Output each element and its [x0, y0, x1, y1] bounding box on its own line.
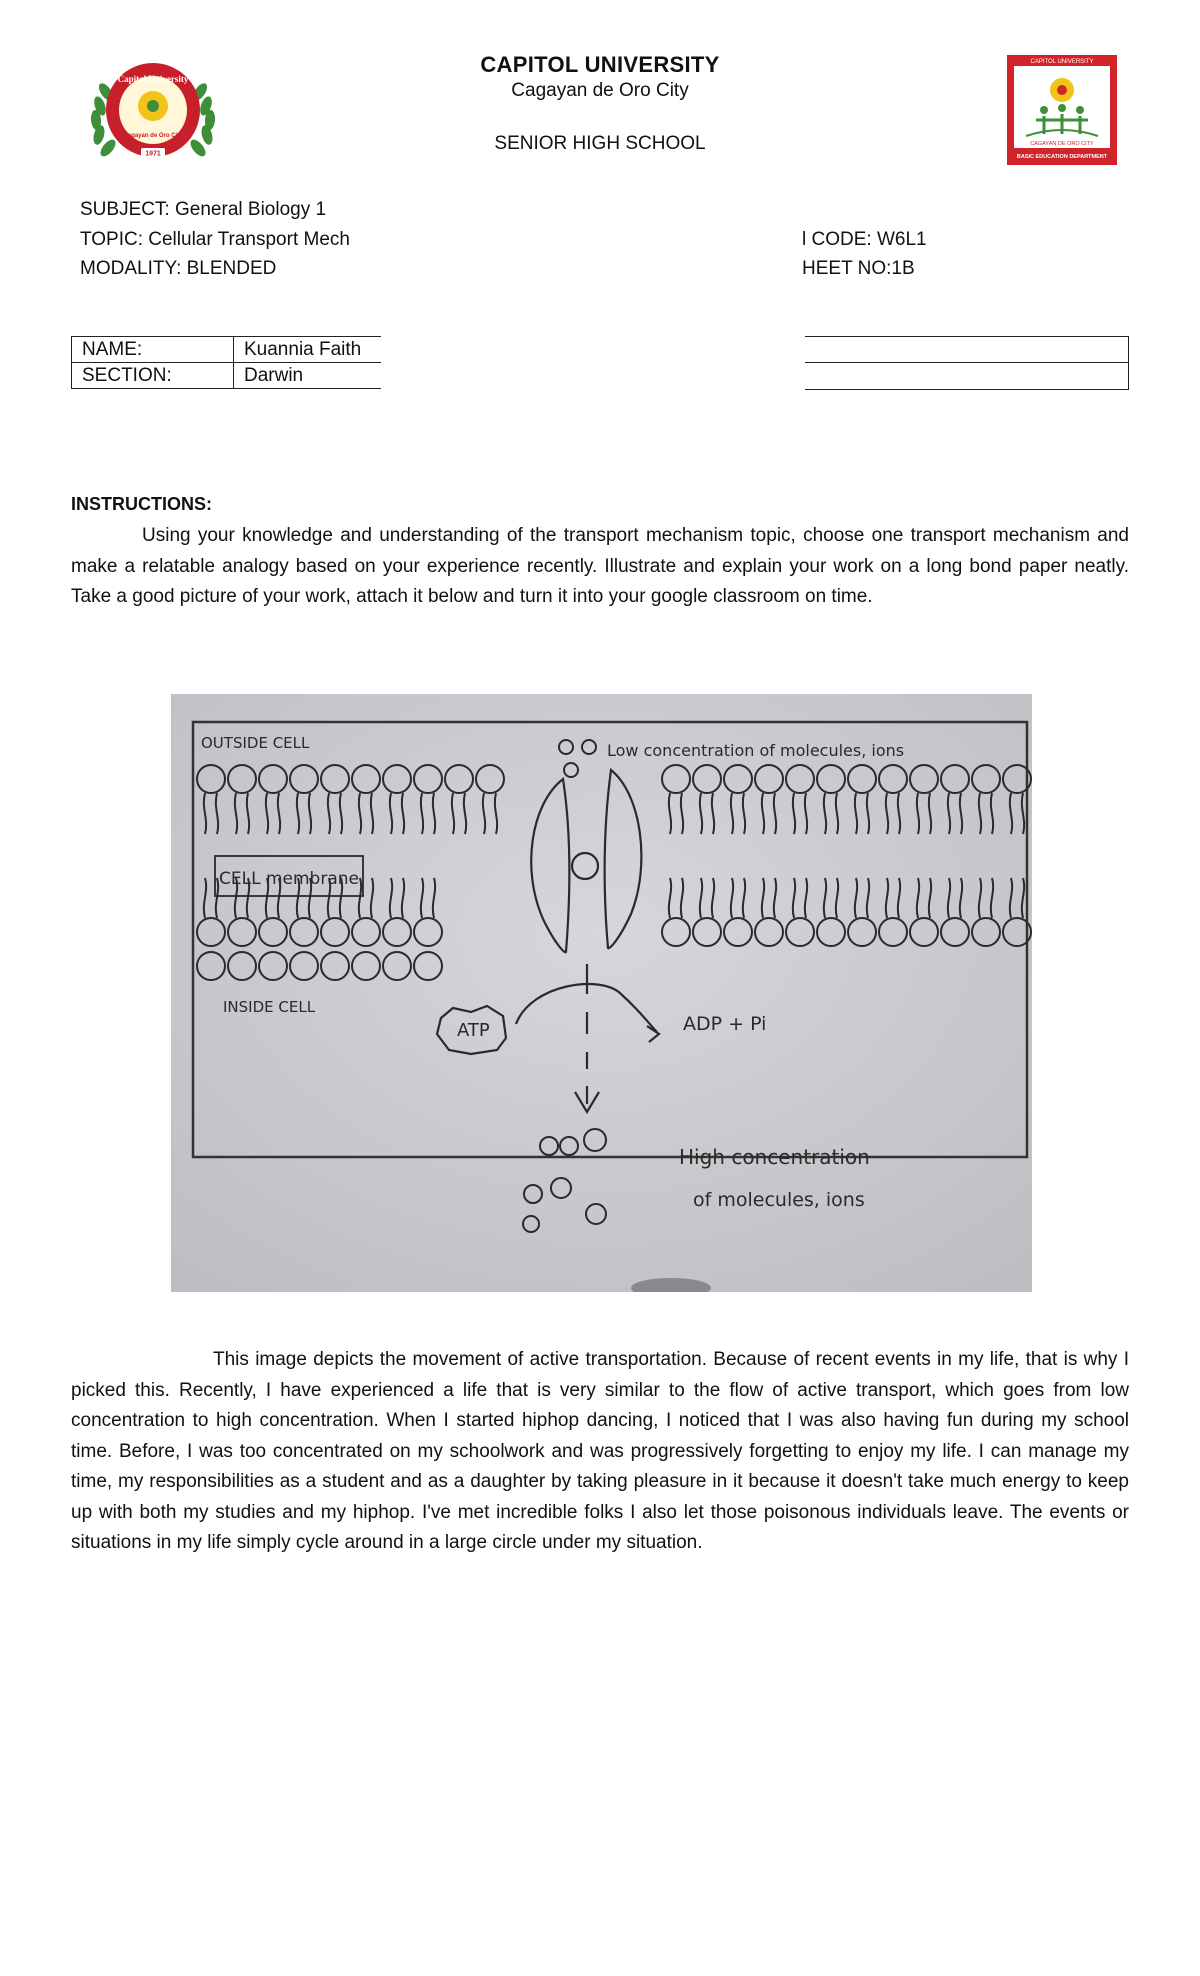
outside-cell-label: OUTSIDE CELL [201, 734, 310, 752]
explanation-paragraph: This image depicts the movement of active transportation. Because of recent events in my life, that is why I picked this. Recently, I have experienced a life that is very similar to the flow of active transport, which goes from low concentration to high concentration. When I started hiphop dancing, I noticed that I was also having fun during my school time. Before, I was too concentrated on my schoolwork and was progressively forgetting to enjoy my life. I can manage my time, my responsibilities as a student and as a daughter by taking pleasure in it because it doesn't take much energy to keep up with both my studies and my hiphop. I've met incredible folks I also let those poisonous individuals leave. The events or situations in my life simply cycle around in a large circle under my situation. [71, 1349, 1129, 1553]
university-name: CAPITOL UNIVERSITY [480, 52, 720, 77]
topic-line: TOPIC: Cellular Transport Mech [80, 229, 350, 250]
name-label: NAME: [72, 337, 234, 363]
section-value: Darwin [234, 363, 382, 389]
school-name: SENIOR HIGH SCHOOL [494, 133, 706, 154]
adp-label: ADP + Pi [683, 1013, 767, 1035]
basic-education-department-logo-icon [1006, 54, 1118, 166]
name-row [72, 337, 382, 363]
sheet-number-line: HEET NO:1B [802, 258, 915, 279]
low-concentration-label: Low concentration of molecules, ions [607, 741, 905, 760]
subject-line: SUBJECT: General Biology 1 [80, 199, 327, 220]
right-logo-bottom-text: CAGAYAN DE ORO CITY [1030, 141, 1094, 147]
cell-membrane-label: CELL membrane [219, 869, 359, 889]
student-info-table [71, 336, 381, 389]
section-row [72, 363, 382, 389]
section-label: SECTION: [72, 363, 234, 389]
modality-line: MODALITY: BLENDED [80, 258, 277, 279]
university-city: Cagayan de Oro City [511, 80, 689, 101]
instructions-body: Using your knowledge and understanding of the transport mechanism topic, choose one transport mechanism and make a relatable analogy based on your experience recently. Illustrate and explain your work on a long bond paper neatly. Take a good picture of your work, attach it below and turn it into your google classroom on time. [71, 525, 1129, 607]
info-table-right-fragment [805, 336, 1129, 390]
seal-inner-text: Cagayan de Oro City [123, 133, 183, 139]
right-logo-top-text: CAPITOL UNIVERSITY [1030, 59, 1094, 65]
instructions-heading: INSTRUCTIONS: [71, 494, 212, 514]
active-transport-drawing [171, 694, 1032, 1292]
right-logo-band-text: BASIC EDUCATION DEPARTMENT [1016, 154, 1108, 160]
atp-label: ATP [457, 1020, 490, 1041]
code-line: l CODE: W6L1 [802, 229, 927, 250]
name-value: Kuannia Faith [234, 337, 382, 363]
seal-ring-text: Capitol University [117, 74, 189, 84]
high-concentration-label-2: of molecules, ions [693, 1189, 865, 1211]
inside-cell-label: INSIDE CELL [223, 998, 316, 1016]
capitol-university-seal-icon [84, 58, 222, 170]
high-concentration-label-1: High concentration [679, 1145, 870, 1169]
seal-year: 1971 [145, 150, 161, 158]
